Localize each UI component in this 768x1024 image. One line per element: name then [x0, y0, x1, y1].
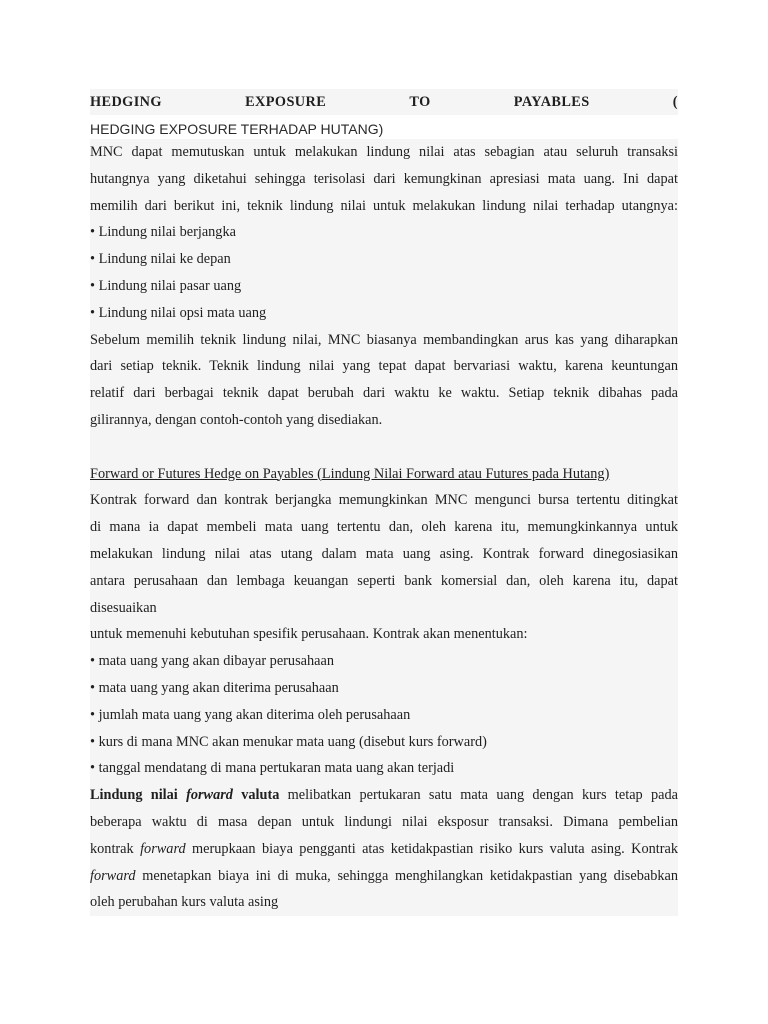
- paragraph-line: oleh perubahan kurs valuta asing: [90, 894, 279, 911]
- paragraph-line: disesuaikan: [90, 599, 157, 616]
- intro-line: hutangnya yang diketahui sehingga terisolasi dari kemungkinan apresiasi mata uang. Ini dapat: [90, 170, 678, 187]
- bold-text: valuta: [232, 787, 280, 804]
- bullet-item: • jumlah mata uang yang akan diterima oleh perusahaan: [90, 706, 411, 723]
- bullet-item: • Lindung nilai berjangka: [90, 224, 236, 241]
- document-body: [90, 139, 678, 916]
- paragraph-line: [90, 863, 678, 890]
- section-heading: Forward or Futures Hedge on Payables (Lindung Nilai Forward atau Futures pada Hutang): [90, 465, 610, 482]
- paragraph-line: Kontrak forward dan kontrak berjangka memungkinkan MNC mengunci bursa tertentu ditingkat: [90, 492, 678, 509]
- italic-text: forward: [140, 840, 186, 857]
- text-span: melibatkan pertukaran satu mata uang dengan kurs tetap pada: [279, 787, 678, 804]
- intro-line: MNC dapat memutuskan untuk melakukan lindung nilai atas sebagian atau seluruh transaksi: [90, 144, 678, 160]
- bullet-item: • Lindung nilai ke depan: [90, 251, 231, 268]
- title-word: PAYABLES: [513, 94, 590, 110]
- paragraph-line: gilirannya, dengan contoh-contoh yang disediakan.: [90, 411, 383, 428]
- text-span: menetapkan biaya ini di muka, sehingga menghilangkan ketidakpastian yang disebabkan: [135, 867, 678, 884]
- paragraph-line: untuk memenuhi kebutuhan spesifik perusahaan. Kontrak akan menentukan:: [90, 626, 528, 643]
- bullet-item: • Lindung nilai opsi mata uang: [90, 304, 267, 321]
- bold-text: [186, 787, 233, 803]
- intro-line: memilih dari berikut ini, teknik lindung nilai untuk melakukan lindung nilai terhadap utangnya:: [90, 197, 678, 214]
- paragraph-line: Sebelum memilih teknik lindung nilai, MNC biasanya membandingkan arus kas yang diharapkan: [90, 331, 678, 348]
- text-span: kontrak: [90, 840, 141, 857]
- bold-italic-text: forward: [186, 787, 233, 804]
- bold-text: Lindung nilai: [90, 787, 187, 804]
- paragraph-line: melakukan lindung nilai atas utang dalam mata uang asing. Kontrak forward dinegosiasikan: [90, 545, 678, 562]
- paragraph-line: [90, 782, 678, 809]
- title-word: HEDGING: [90, 94, 162, 110]
- paragraph-line: di mana ia dapat membeli mata uang tertentu dan, oleh karena itu, memungkinkannya untuk: [90, 519, 678, 536]
- paragraph-line: [90, 836, 678, 863]
- italic-text: forward: [90, 867, 136, 884]
- title-word: EXPOSURE: [245, 94, 327, 110]
- paragraph-line: antara perusahaan dan lembaga keuangan seperti bank komersial dan, oleh karena itu, dapat: [90, 572, 678, 589]
- document-subtitle: HEDGING EXPOSURE TERHADAP HUTANG): [90, 121, 384, 137]
- bullet-item: • kurs di mana MNC akan menukar mata uang (disebut kurs forward): [90, 733, 487, 750]
- title-word: (: [672, 94, 678, 110]
- paragraph-line: relatif dari berbagai teknik dapat berubah dari waktu ke waktu. Setiap teknik dibahas pada: [90, 385, 678, 402]
- text-span: merupkaan biaya pengganti atas ketidakpastian risiko kurs valuta asing. Kontrak: [185, 840, 678, 857]
- document-title: [90, 89, 678, 115]
- blank-line: [90, 434, 678, 461]
- bullet-item: • tanggal mendatang di mana pertukaran mata uang akan terjadi: [90, 760, 455, 777]
- bullet-item: • mata uang yang akan diterima perusahaan: [90, 679, 339, 696]
- paragraph-line: beberapa waktu di masa depan untuk lindungi nilai eksposur transaksi. Dimana pembelian: [90, 813, 678, 830]
- bullet-item: • mata uang yang akan dibayar perusahaan: [90, 653, 334, 670]
- title-word: TO: [409, 94, 431, 110]
- bullet-item: • Lindung nilai pasar uang: [90, 277, 242, 294]
- paragraph-line: dari setiap teknik. Teknik lindung nilai yang tepat dapat bervariasi waktu, karena keuntungan: [90, 358, 678, 375]
